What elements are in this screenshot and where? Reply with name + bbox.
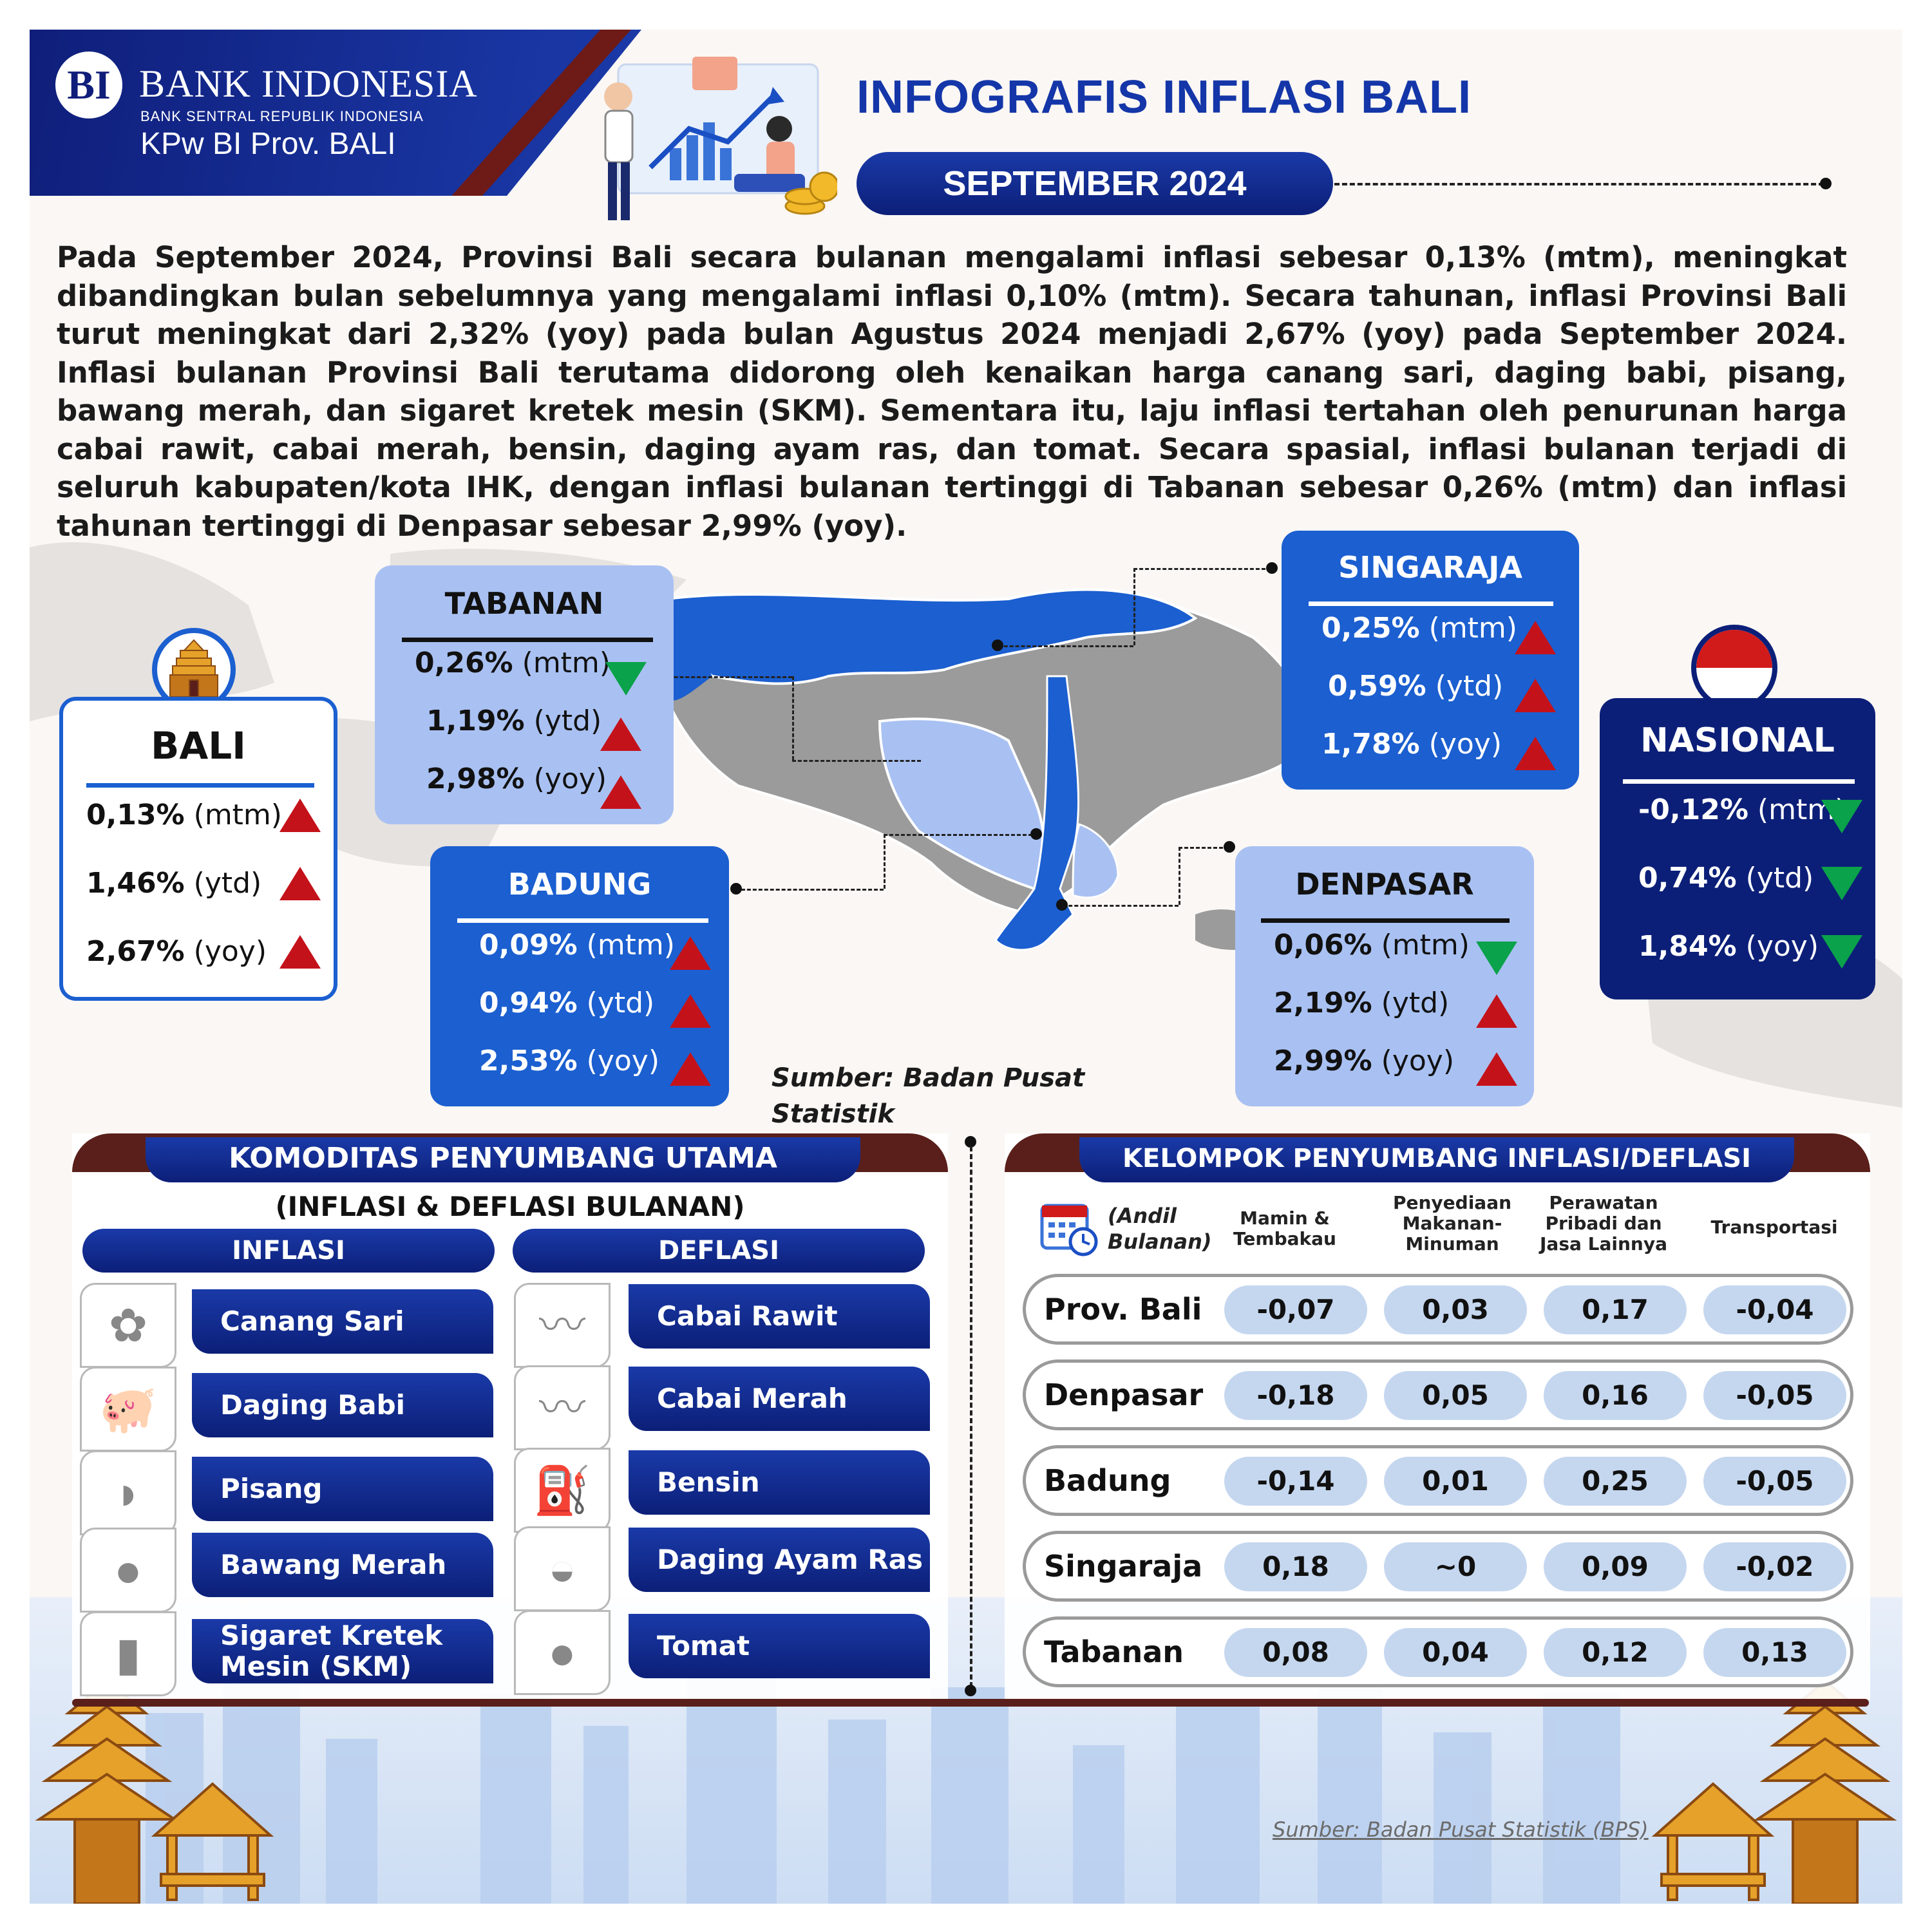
- flag-red-half: [1696, 630, 1772, 668]
- singaraja-row-ytd: [1328, 661, 1503, 712]
- badung-ytd-up-arrow-icon: [670, 994, 711, 1028]
- bird-chili-icon: 〰: [514, 1283, 611, 1368]
- group-cell: 0,03: [1384, 1285, 1527, 1334]
- inflasi-item-2: Daging Babi: [192, 1373, 493, 1437]
- singaraja-mtm-value: 0,25%: [1321, 612, 1420, 645]
- connector-denpasar-v: [1179, 847, 1180, 905]
- connector-tabanan-v: [792, 676, 794, 760]
- period-pill: SEPTEMBER 2024: [857, 152, 1333, 215]
- singaraja-ytd-up-arrow-icon: [1515, 679, 1556, 712]
- singaraja-mtm-up-arrow-icon: [1515, 621, 1556, 654]
- singaraja-pin: [1266, 562, 1278, 574]
- footer-source: Sumber: Badan Pusat Statistik (BPS): [1273, 1817, 1649, 1842]
- badung-ytd-unit: (ytd): [586, 987, 655, 1019]
- andil-label: (Andil Bulanan): [1108, 1204, 1212, 1254]
- denpasar-yoy-up-arrow-icon: [1476, 1052, 1517, 1086]
- group-cell: -0,02: [1703, 1542, 1846, 1591]
- group-cell: -0,14: [1224, 1457, 1367, 1506]
- bali-ytd-unit: (ytd): [193, 867, 262, 900]
- badung-pin: [730, 883, 742, 895]
- group-cell: 0,05: [1384, 1371, 1527, 1420]
- column-header-mamin: Mamin & Tembakau: [1233, 1208, 1336, 1249]
- tabanan-ytd-unit: (ytd): [533, 705, 602, 737]
- connector-tabanan-h2: [792, 760, 921, 762]
- temple-gate-icon: [165, 638, 223, 699]
- denpasar-yoy-value: 2,99%: [1274, 1045, 1372, 1077]
- group-row-label: Singaraja: [1044, 1549, 1203, 1584]
- bali-yoy-unit: (yoy): [193, 935, 267, 968]
- shallot-icon: ●: [80, 1528, 176, 1613]
- bali-mtm-value: 0,13%: [86, 799, 185, 831]
- group-row-label: Prov. Bali: [1044, 1292, 1202, 1327]
- badung-row-ytd: [479, 978, 654, 1029]
- group-cell: 0,13: [1703, 1628, 1846, 1677]
- tabanan-mtm-down-arrow-icon: [605, 662, 647, 696]
- group-cell: -0,04: [1703, 1285, 1846, 1334]
- group-cell: 0,01: [1384, 1457, 1527, 1506]
- tabanan-mtm-unit: (mtm): [522, 647, 611, 679]
- group-row-label: Tabanan: [1044, 1634, 1184, 1669]
- denpasar-card: [1235, 846, 1534, 1106]
- nasional-yoy-unit: (yoy): [1745, 930, 1819, 963]
- group-cell: 0,16: [1544, 1371, 1687, 1420]
- badung-mtm-unit: (mtm): [586, 929, 675, 961]
- connector-denpasar-h2: [1063, 905, 1179, 907]
- badung-ytd-value: 0,94%: [479, 987, 578, 1019]
- badung-map-pin: [1030, 828, 1042, 840]
- inflasi-header: INFLASI: [82, 1229, 495, 1273]
- deflasi-header: DEFLASI: [513, 1229, 925, 1273]
- badung-mtm-up-arrow-icon: [670, 936, 711, 970]
- connector-denpasar: [1179, 847, 1229, 849]
- connector-singaraja-h2: [998, 645, 1133, 647]
- cigarette-pack-icon: ▮: [80, 1611, 176, 1696]
- map-source-line2: Statistik: [772, 1099, 895, 1129]
- inflasi-item-3: Pisang: [192, 1457, 493, 1521]
- map-source-line1: Sumber: Badan Pusat: [772, 1063, 1085, 1093]
- denpasar-row-yoy: [1274, 1036, 1454, 1087]
- banana-icon: ◗: [80, 1450, 176, 1535]
- group-cell: 0,18: [1224, 1542, 1367, 1591]
- bali-card-rule: [86, 783, 314, 788]
- roast-chicken-icon: ◒: [514, 1526, 611, 1611]
- divider-bottom-dot: [965, 1685, 976, 1696]
- commodities-title: KOMODITAS PENYUMBANG UTAMA: [146, 1137, 860, 1182]
- gazebo-right-icon: [1649, 1777, 1777, 1904]
- tabanan-ytd-up-arrow-icon: [600, 717, 641, 751]
- tabanan-row-mtm: [415, 638, 611, 689]
- bali-yoy-value: 2,67%: [86, 935, 185, 968]
- denpasar-yoy-unit: (yoy): [1381, 1045, 1454, 1077]
- deflasi-item-3: Bensin: [629, 1450, 930, 1515]
- badung-mtm-value: 0,09%: [479, 929, 578, 961]
- nasional-yoy-value: 1,84%: [1638, 930, 1737, 963]
- tabanan-card: [375, 565, 674, 824]
- nasional-mtm-unit: (mtm): [1757, 793, 1846, 826]
- badung-card: [430, 846, 729, 1106]
- group-cell: 0,09: [1544, 1542, 1687, 1591]
- singaraja-yoy-unit: (yoy): [1428, 728, 1502, 761]
- group-row-prov-bali: [1023, 1274, 1853, 1345]
- group-row-badung: [1023, 1445, 1853, 1516]
- bali-yoy-up-arrow-icon: [279, 935, 321, 969]
- deflasi-item-4: Daging Ayam Ras: [629, 1528, 930, 1592]
- tabanan-yoy-value: 2,98%: [426, 762, 525, 795]
- org-subtitle: BANK SENTRAL REPUBLIK INDONESIA: [140, 108, 424, 124]
- bali-row-mtm: [86, 790, 282, 841]
- singaraja-card: [1282, 531, 1579, 790]
- connector-singaraja-v: [1133, 568, 1135, 645]
- groups-title: KELOMPOK PENYUMBANG INFLASI/DEFLASI: [1079, 1137, 1794, 1182]
- connector-badung-v: [884, 834, 886, 889]
- nasional-row-yoy: [1638, 921, 1819, 972]
- red-chili-icon: 〰: [514, 1365, 611, 1450]
- singaraja-ytd-unit: (ytd): [1435, 670, 1504, 703]
- column-header-transportasi: Transportasi: [1710, 1217, 1838, 1238]
- tabanan-mtm-value: 0,26%: [415, 647, 513, 679]
- denpasar-map-pin: [1056, 899, 1068, 911]
- bali-row-yoy: [86, 926, 267, 978]
- singaraja-map-pin: [992, 639, 1003, 651]
- deflasi-item-5: Tomat: [629, 1614, 930, 1678]
- bali-mtm-up-arrow-icon: [279, 799, 321, 832]
- nasional-row-ytd: [1638, 853, 1814, 904]
- nasional-card: [1600, 698, 1875, 999]
- tabanan-yoy-up-arrow-icon: [600, 775, 641, 809]
- connector-badung-h2: [884, 834, 1038, 836]
- singaraja-yoy-up-arrow-icon: [1515, 737, 1556, 770]
- group-row-label: Denpasar: [1044, 1378, 1204, 1412]
- denpasar-row-mtm: [1274, 920, 1470, 971]
- nasional-row-mtm: [1638, 784, 1846, 836]
- bali-ytd-value: 1,46%: [86, 867, 185, 900]
- denpasar-ytd-value: 2,19%: [1274, 987, 1372, 1019]
- tabanan-row-yoy: [426, 753, 607, 805]
- tabanan-card-title: TABANAN: [444, 586, 604, 621]
- nasional-mtm-down-arrow-icon: [1821, 800, 1862, 833]
- nasional-ytd-unit: (ytd): [1745, 862, 1814, 895]
- singaraja-mtm-unit: (mtm): [1428, 612, 1517, 645]
- denpasar-ytd-unit: (ytd): [1381, 987, 1450, 1019]
- header-line-dot: [1820, 178, 1832, 189]
- connector-singaraja: [1133, 568, 1271, 570]
- calendar-clock-icon: [1039, 1198, 1099, 1257]
- badung-yoy-unit: (yoy): [586, 1045, 659, 1077]
- group-cell: 0,08: [1224, 1628, 1367, 1677]
- analytics-illustration-icon: [580, 52, 837, 225]
- nasional-ytd-down-arrow-icon: [1821, 867, 1862, 900]
- denpasar-pin: [1224, 841, 1235, 853]
- group-cell: -0,07: [1224, 1285, 1367, 1334]
- group-cell: 0,25: [1544, 1457, 1687, 1506]
- tabanan-row-ytd: [426, 696, 601, 747]
- fuel-pump-icon: ⛽: [514, 1448, 611, 1533]
- office-name: KPw BI Prov. BALI: [140, 127, 396, 161]
- group-cell: 0,12: [1544, 1628, 1687, 1677]
- group-cell: ~0: [1384, 1542, 1527, 1591]
- map-source: [772, 1060, 1084, 1132]
- denpasar-row-ytd: [1274, 978, 1449, 1029]
- section-divider: [970, 1146, 972, 1687]
- org-name: BANK INDONESIA: [139, 62, 478, 105]
- group-cell: -0,18: [1224, 1371, 1367, 1420]
- bali-card: [59, 697, 337, 1001]
- group-cell: -0,05: [1703, 1371, 1846, 1420]
- denpasar-ytd-up-arrow-icon: [1476, 994, 1517, 1028]
- pig-icon: 🐖: [80, 1367, 176, 1452]
- nasional-card-rule: [1623, 779, 1855, 784]
- denpasar-mtm-unit: (mtm): [1381, 929, 1470, 961]
- page-title: INFOGRAFIS INFLASI BALI: [857, 71, 1472, 123]
- intro-paragraph: Pada September 2024, Provinsi Bali secara bulanan mengalami inflasi sebesar 0,13% (mtm), meningkat dibandingkan bulan sebelumnya yang mengalami inflasi 0,10% (mtm). Secara tahunan, inflasi Provinsi Bali turut meningkat dari 2,32% (yoy) pada bulan Agustus 2024 menjadi 2,67% (yoy) pada September 2024. Inflasi bulanan Provinsi Bali terutama didorong oleh kenaikan harga canang sari, daging babi, pisang, bawang merah, dan sigaret kretek mesin (SKM). Sementara itu, laju inflasi tertahan oleh penurunan harga cabai rawit, cabai merah, bensin, daging ayam ras, dan tomat. Secara spasial, inflasi bulanan terjadi di seluruh kabupaten/kota IHK, dengan inflasi bulanan tertinggi di Tabanan sebesar 0,26% (mtm) dan inflasi tahunan tertinggi di Denpasar sebesar 2,99% (yoy).: [57, 240, 1847, 543]
- nasional-card-title: NASIONAL: [1640, 721, 1835, 760]
- nasional-mtm-value: -0,12%: [1638, 793, 1748, 826]
- group-row-tabanan: [1023, 1616, 1853, 1687]
- group-cell: 0,17: [1544, 1285, 1687, 1334]
- commodities-subtitle: (INFLASI & DEFLASI BULANAN): [275, 1191, 745, 1222]
- badung-row-mtm: [479, 920, 675, 971]
- inflasi-item-4: Bawang Merah: [192, 1533, 493, 1597]
- badung-yoy-value: 2,53%: [479, 1045, 578, 1077]
- singaraja-card-title: SINGARAJA: [1338, 550, 1522, 585]
- bali-ytd-up-arrow-icon: [279, 867, 321, 900]
- connector-badung: [735, 889, 884, 891]
- header-dashed-line: [1334, 183, 1824, 185]
- singaraja-yoy-value: 1,78%: [1321, 728, 1420, 761]
- denpasar-card-title: DENPASAR: [1295, 867, 1474, 902]
- badung-yoy-up-arrow-icon: [670, 1052, 711, 1086]
- singaraja-ytd-value: 0,59%: [1328, 670, 1426, 703]
- inflasi-item-1: Canang Sari: [192, 1289, 493, 1354]
- singaraja-row-yoy: [1321, 719, 1502, 770]
- denpasar-mtm-down-arrow-icon: [1476, 942, 1517, 975]
- bali-mtm-unit: (mtm): [193, 799, 282, 831]
- column-header-perawatan: Perawatan Pribadi dan Jasa Lainnya: [1540, 1192, 1667, 1255]
- nasional-ytd-value: 0,74%: [1638, 862, 1737, 895]
- bali-row-ytd: [86, 858, 261, 909]
- group-row-denpasar: [1023, 1359, 1853, 1430]
- gazebo-left-icon: [148, 1777, 277, 1904]
- nasional-yoy-down-arrow-icon: [1821, 935, 1862, 969]
- singaraja-row-mtm: [1321, 603, 1517, 654]
- deflasi-item-2: Cabai Merah: [629, 1367, 930, 1431]
- group-row-singaraja: [1023, 1531, 1853, 1602]
- tabanan-ytd-value: 1,19%: [426, 705, 525, 737]
- tomato-icon: ●: [514, 1610, 611, 1695]
- group-cell: 0,04: [1384, 1628, 1527, 1677]
- tabanan-yoy-unit: (yoy): [533, 762, 607, 795]
- bali-card-title: BALI: [151, 724, 246, 768]
- bank-indonesia-logo-icon: BI: [55, 52, 122, 118]
- connector-tabanan: [657, 676, 792, 678]
- group-row-label: Badung: [1044, 1463, 1171, 1498]
- bottom-divider-bar: [72, 1699, 1869, 1707]
- column-header-penyediaan: Penyediaan Makanan-Minuman: [1392, 1192, 1512, 1255]
- deflasi-item-1: Cabai Rawit: [629, 1284, 930, 1349]
- denpasar-mtm-value: 0,06%: [1274, 929, 1372, 961]
- inflasi-item-5: Sigaret Kretek Mesin (SKM): [192, 1619, 493, 1683]
- badung-card-title: BADUNG: [507, 867, 652, 902]
- badung-row-yoy: [479, 1036, 659, 1087]
- group-cell: -0,05: [1703, 1457, 1846, 1506]
- offering-icon: ✿: [80, 1283, 176, 1368]
